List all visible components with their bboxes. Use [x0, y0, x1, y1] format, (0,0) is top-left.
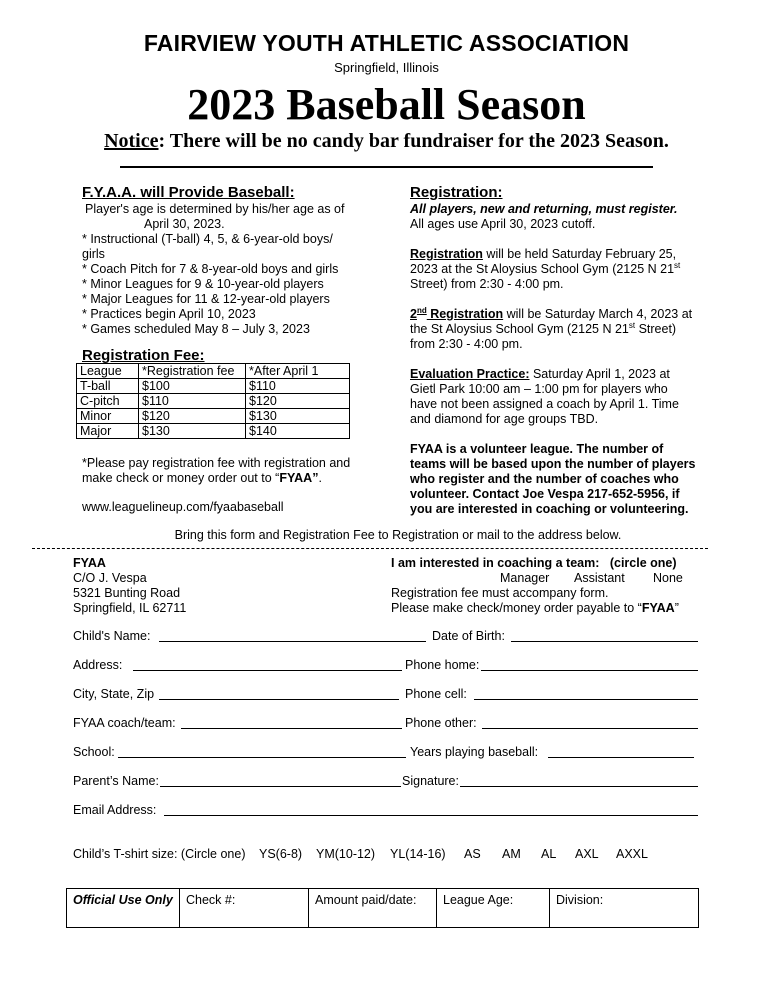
fee-col-header: *After April 1	[246, 364, 350, 379]
bullet-item: * Games scheduled May 8 – July 3, 2023	[82, 322, 310, 336]
address-line: Springfield, IL 62711	[73, 601, 187, 615]
cut-line	[32, 548, 708, 549]
bring-form-note: Bring this form and Registration Fee to Registration or mail to the address below.	[174, 528, 622, 542]
coaching-circle-note: (circle one)	[609, 556, 677, 570]
official-use-label: Official Use Only	[67, 889, 180, 928]
fee-cell: Major	[77, 424, 139, 439]
years-playing-label: Years playing baseball:	[410, 745, 539, 759]
payable-note	[391, 601, 691, 616]
website-link[interactable]: www.leaguelineup.com/fyaabaseball	[82, 500, 284, 514]
fee-col-header: *Registration fee	[139, 364, 246, 379]
fee-table	[76, 363, 350, 439]
provide-heading: F.Y.A.A. will Provide Baseball:	[82, 184, 295, 201]
division-cell[interactable]: Division:	[550, 889, 699, 928]
fee-cell: $120	[139, 409, 246, 424]
notice	[0, 130, 773, 153]
tshirt-size[interactable]: AXXL	[616, 847, 648, 861]
years-playing-field[interactable]	[548, 745, 694, 758]
bullet-item: * Instructional (T-ball) 4, 5, & 6-year-old boys/	[82, 232, 333, 246]
fee-cell: $130	[139, 424, 246, 439]
bullet-item: girls	[82, 247, 105, 261]
fee-row	[77, 424, 350, 439]
tshirt-size[interactable]: AM	[502, 847, 521, 861]
reg1-sup: st	[674, 260, 681, 270]
tshirt-size[interactable]: YS(6-8)	[259, 847, 303, 861]
address-field[interactable]	[133, 658, 402, 671]
reg1-line-a	[410, 247, 710, 262]
pay-note-line-1: *Please pay registration fee with registration and	[82, 456, 351, 470]
signature-field[interactable]	[460, 774, 698, 787]
header-divider	[120, 166, 653, 168]
reg2-text: Street)	[635, 322, 677, 336]
eval-line-a	[410, 367, 710, 382]
school-field[interactable]	[118, 745, 406, 758]
email-label: Email Address:	[73, 803, 157, 817]
eval-line-c: have not been assigned a coach by April 1. Time	[410, 397, 679, 411]
registration-heading: Registration:	[410, 184, 503, 201]
bullet-item: * Major Leagues for 11 & 12-year-old players	[82, 292, 330, 306]
tshirt-size[interactable]: YL(14-16)	[390, 847, 446, 861]
right-column	[410, 184, 710, 517]
city-state-zip-field[interactable]	[159, 687, 399, 700]
fee-cell: T-ball	[77, 379, 139, 394]
fee-cell: $100	[139, 379, 246, 394]
address-line: C/O J. Vespa	[73, 571, 147, 585]
all-players-note: All players, new and returning, must register.	[410, 202, 678, 216]
volunteer-line: who register and the number of coaches who	[410, 472, 679, 486]
payable-text: Please make check/money order payable to “	[391, 601, 642, 615]
fee-accompany-note: Registration fee must accompany form.	[391, 586, 609, 600]
coach-team-field[interactable]	[181, 716, 402, 729]
volunteer-line: teams will be based upon the number of players	[410, 457, 696, 471]
parent-name-field[interactable]	[160, 774, 401, 787]
bullet-item: * Minor Leagues for 9 & 10-year-old players	[82, 277, 324, 291]
league-age-cell[interactable]: League Age:	[437, 889, 550, 928]
reg1-label: Registration	[410, 247, 483, 261]
pay-note-line-2	[82, 471, 372, 486]
fee-cell: $110	[139, 394, 246, 409]
tshirt-size[interactable]: AXL	[575, 847, 599, 861]
pay-note-text: make check or money order out to “	[82, 471, 280, 485]
reg2-line-a	[410, 307, 710, 322]
season-title: 2023 Baseball Season	[187, 80, 586, 129]
signature-label: Signature:	[402, 774, 459, 788]
reg2-text: will be Saturday March 4, 2023 at	[503, 307, 693, 321]
eval-label: Evaluation Practice:	[410, 367, 530, 381]
fee-cell: $110	[246, 379, 350, 394]
reg2-num: 2	[410, 307, 417, 321]
notice-text: : There will be no candy bar fundraiser for the 2023 Season.	[158, 130, 669, 152]
eval-text: Saturday April 1, 2023 at	[529, 367, 670, 381]
org-name: FAIRVIEW YOUTH ATHLETIC ASSOCIATION	[143, 30, 630, 56]
coaching-title-line	[391, 556, 691, 571]
coaching-option-none[interactable]: None	[653, 571, 683, 585]
reg2-sup: nd	[416, 305, 427, 315]
eval-line-d: and diamond for age groups TBD.	[410, 412, 599, 426]
fee-row	[77, 409, 350, 424]
fee-cell: $130	[246, 409, 350, 424]
pay-note-fyaa: FYAA”	[279, 471, 319, 485]
dob-label: Date of Birth:	[432, 629, 505, 643]
coaching-option-assistant[interactable]: Assistant	[574, 571, 625, 585]
notice-label: Notice	[104, 130, 159, 152]
fee-table-header	[77, 364, 350, 379]
mailing-address	[73, 556, 186, 616]
coach-team-label: FYAA coach/team:	[73, 716, 176, 730]
pay-note-end: .	[318, 471, 322, 485]
bullet-item: * Practices begin April 10, 2023	[82, 307, 256, 321]
check-number-cell[interactable]: Check #:	[180, 889, 309, 928]
tshirt-size[interactable]: AS	[464, 847, 481, 861]
email-field[interactable]	[164, 803, 698, 816]
phone-home-field[interactable]	[481, 658, 698, 671]
fee-heading: Registration Fee:	[82, 347, 205, 364]
dob-field[interactable]	[511, 629, 698, 642]
child-name-label: Child's Name:	[73, 629, 151, 643]
phone-other-label: Phone other:	[405, 716, 477, 730]
address-label: Address:	[73, 658, 123, 672]
city-state-zip-label: City, State, Zip	[73, 687, 155, 701]
payable-fyaa: FYAA	[641, 601, 675, 615]
volunteer-line: FYAA is a volunteer league. The number of	[410, 442, 664, 456]
phone-other-field[interactable]	[482, 716, 698, 729]
amount-paid-cell[interactable]: Amount paid/date:	[309, 889, 437, 928]
fee-col-header: League	[77, 364, 139, 379]
payable-end: ”	[674, 601, 679, 615]
fee-cell: C-pitch	[77, 394, 139, 409]
reg1-text: will be held Saturday February 25,	[482, 247, 677, 261]
coaching-option-manager[interactable]: Manager	[500, 571, 550, 585]
reg1-line-b	[410, 262, 710, 277]
coaching-interest	[391, 556, 691, 616]
left-column	[82, 184, 372, 337]
bullet-item: * Coach Pitch for 7 & 8-year-old boys and girls	[82, 262, 339, 276]
reg2-line-c: from 2:30 - 4:00 pm.	[410, 337, 523, 351]
org-city: Springfield, Illinois	[334, 60, 439, 75]
reg1-text: 2023 at the St Aloysius School Gym (2125 N 21	[410, 262, 675, 276]
ages-cutoff-note: All ages use April 30, 2023 cutoff.	[410, 217, 596, 231]
eval-line-b: Gietl Park 10:00 am – 1:00 pm for players who	[410, 382, 668, 396]
volunteer-line: you are interested in coaching or volunteering.	[410, 502, 689, 516]
coaching-options	[391, 571, 691, 586]
official-use-table	[66, 888, 699, 928]
address-line: 5321 Bunting Road	[73, 586, 181, 600]
phone-cell-label: Phone cell:	[405, 687, 467, 701]
tshirt-size[interactable]: YM(10-12)	[316, 847, 376, 861]
fee-cell: $120	[246, 394, 350, 409]
reg2-line-b	[410, 322, 710, 337]
fee-row	[77, 379, 350, 394]
age-line-2: April 30, 2023.	[144, 217, 225, 231]
fee-cell: Minor	[77, 409, 139, 424]
phone-home-label: Phone home:	[405, 658, 480, 672]
tshirt-size[interactable]: AL	[541, 847, 557, 861]
pay-note	[82, 456, 372, 486]
address-name: FYAA	[73, 556, 106, 570]
coaching-title: I am interested in coaching a team:	[391, 556, 600, 570]
reg2-label: Registration	[426, 307, 504, 321]
age-line-1: Player's age is determined by his/her age as of	[85, 202, 345, 216]
volunteer-line: volunteer. Contact Joe Vespa 217-652-5956, if	[410, 487, 680, 501]
child-name-field[interactable]	[159, 629, 426, 642]
tshirt-label: Child’s T-shirt size: (Circle one)	[73, 847, 246, 861]
reg2-sup: st	[628, 320, 636, 330]
reg1-line-c: Street) from 2:30 - 4:00 pm.	[410, 277, 564, 291]
parent-name-label: Parent’s Name:	[73, 774, 159, 788]
phone-cell-field[interactable]	[474, 687, 698, 700]
fee-row	[77, 394, 350, 409]
school-label: School:	[73, 745, 115, 759]
fee-cell: $140	[246, 424, 350, 439]
reg2-text: the St Aloysius School Gym (2125 N 21	[410, 322, 629, 336]
